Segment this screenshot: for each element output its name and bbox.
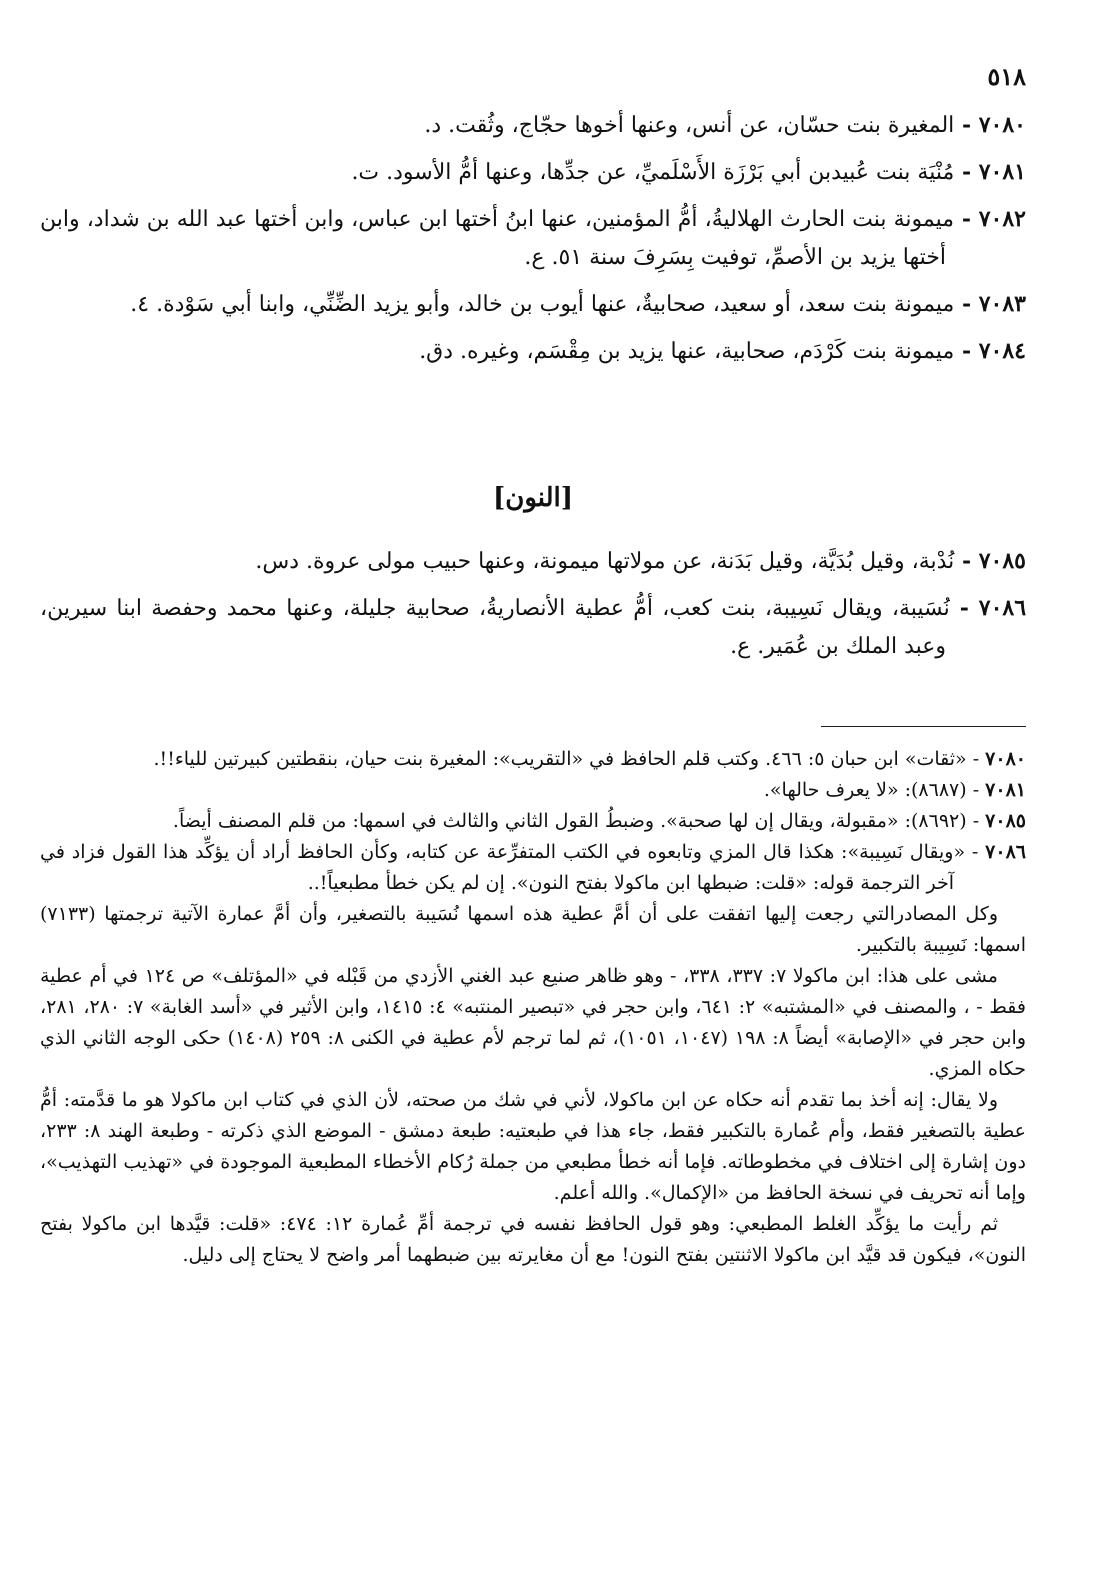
footnote-text: «ويقال نَسِيبة»: هكذا قال المزي وتابعوه في الكتب المتفرِّعة عن كتابه، وكأن الحافظ أراد أن يؤكِّد هذا القول فزاد في آخر الترجمة قوله: «قلت: ضبطها ابن ماكولا بفتح النون». إن لم يكن خطأ مطبعياً!.. [40, 841, 966, 894]
entry-number: ٧٠٨٦ [978, 595, 1027, 621]
footnote-number: ٧٠٨٦ [985, 841, 1026, 863]
footnote-number: ٧٠٨٥ [985, 810, 1026, 832]
entry-7083: ٧٠٨٣ - ميمونة بنت سعد، أو سعيد، صحابيةٌ، عنها أيوب بن خالد، وأبو يزيد الضِّنِّي، وابنا أبي سَوْدة. ٤. [130, 291, 1026, 317]
entry-7084: ٧٠٨٤ - ميمونة بنت كَرْدَم، صحابية، عنها يزيد بن مِقْسَم، وغيره. دق. [419, 338, 1026, 364]
entry-text: ميمونة بنت الحارث الهلاليةُ، أمُّ المؤمنين، عنها ابنُ أختها ابن عباس، وابن أختها عبد الله بن شداد، وابن أختها يزيد بن الأصمِّ، توفيت بِسَرِفَ سنة ٥١. ع. [40, 207, 955, 270]
entry-text: المغيرة بنت حسّان، عن أنس، وعنها أخوها حجّاج، وثُقت. د. [424, 113, 955, 138]
entry-text: ميمونة بنت كَرْدَم، صحابية، عنها يزيد بن مِقْسَم، وغيره. دق. [419, 339, 955, 364]
entry-number: ٧٠٨٣ [978, 291, 1026, 317]
footnote-paragraph: وكل المصادرالتي رجعت إليها اتفقت على أن أمَّ عطية هذه اسمها نُسَيبة بالتصغير، وأن أمَّ عمارة الآتية ترجمتها (٧١٣٣) اسمها: نَسِيبة بالتكبير. [40, 903, 1026, 956]
entry-number: ٧٠٨٥ [978, 548, 1026, 574]
footnote-paragraph: ثم رأيت ما يؤكِّد الغلط المطبعي: وهو قول الحافظ نفسه في ترجمة أمِّ عُمارة ١٢: ٤٧٤: «قلت: قيَّدها ابن ماكولا بفتح النون»، فيكون قد قيَّد ابن ماكولا الاثنتين بفتح النون! مع أن مغايرته بين ضبطهما أمر واضح لا يحتاج إلى دليل. [40, 1213, 1026, 1266]
footnote-7081: ٧٠٨١ - (٨٦٨٧): «لا يعرف حالها». [763, 779, 1026, 801]
footnote-number: ٧٠٨٠ [985, 748, 1026, 770]
entry-number: ٧٠٨٤ [978, 338, 1026, 364]
footnote-7086: ٧٠٨٦ - «ويقال نَسِيبة»: هكذا قال المزي وتابعوه في الكتب المتفرِّعة عن كتابه، وكأن الحافظ أراد أن يؤكِّد هذا القول فزاد في آخر الترجمة قوله: «قلت: ضبطها ابن ماكولا بفتح النون». إن لم يكن خطأ مطبعياً!.. [40, 841, 1026, 894]
footnote-text: «ثقات» ابن حبان ٥: ٤٦٦. وكتب قلم الحافظ في «التقريب»: المغيرة بنت حيان، بنقطتين كبيرتين للياء!!. [153, 748, 967, 770]
entry-7085: ٧٠٨٥ - نُدْبة، وقيل بُدَيَّة، وقيل بَدَنة، عن مولاتها ميمونة، وعنها حبيب مولى عروة. دس. [255, 548, 1026, 574]
entry-number: ٧٠٨١ [978, 159, 1026, 185]
entry-text: نُدْبة، وقيل بُدَيَّة، وقيل بَدَنة، عن مولاتها ميمونة، وعنها حبيب مولى عروة. دس. [255, 549, 955, 574]
footnotes [40, 744, 1026, 1271]
page-number: ٥١٨ [987, 62, 1026, 91]
footnote-7085: ٧٠٨٥ - (٨٦٩٢): «مقبولة، ويقال إن لها صحبة». وضبطُ القول الثاني والثالث في اسمها: من قلم المصنف أيضاً. [172, 810, 1026, 832]
entry-7086: ٧٠٨٦ - نُسَيبة، ويقال نَسِيبة، بنت كعب، أمُّ عطية الأنصاريةُ، صحابية جليلة، وعنها محمد وحفصة ابنا سيرين، وعبد الملك بن عُمَير. ع. [40, 595, 1027, 659]
entry-text: نُسَيبة، ويقال نَسِيبة، بنت كعب، أمُّ عطية الأنصاريةُ، صحابية جليلة، وعنها محمد وحفصة ابنا سيرين، وعبد الملك بن عُمَير. ع. [40, 596, 950, 659]
entry-text: مُنْيَة بنت عُبيدبن أبي بَرْزَة الأَسْلَميِّ، عن جدِّها، وعنها أمُّ الأسود. ت. [351, 160, 955, 185]
footnote-text: (٨٦٩٢): «مقبولة، ويقال إن لها صحبة». وضبطُ القول الثاني والثالث في اسمها: من قلم المصنف أيضاً. [172, 810, 967, 832]
footnote-paragraph: مشى على هذا: ابن ماكولا ٧: ٣٣٧، ٣٣٨، - وهو ظاهر صنيع عبد الغني الأزدي من قَبْله في «المؤتلف» ص ١٢٤ في أم عطية فقط - ، والمصنف في «المشتبه» ٢: ٦٤١، وابن حجر في «تبصير المنتبه» ٤: ١٤١٥، وابن الأثير في «أسد الغابة» ٧: ٢٨٠، ٢٨١، وابن حجر في «الإصابة» أيضاً ٨: ١٩٨ (١٠٤٧، ١٠٥١)، ثم لما ترجم لأم عطية في الكنى ٨: ٢٥٩ (١٤٠٨) حكى الوجه الثاني الذي حكاه المزي. [40, 965, 1027, 1080]
entry-7082: ٧٠٨٢ - ميمونة بنت الحارث الهلاليةُ، أمُّ المؤمنين، عنها ابنُ أختها ابن عباس، وابن أختها عبد الله بن شداد، وابن أختها يزيد بن الأصمِّ، توفيت بِسَرِفَ سنة ٥١. ع. [40, 206, 1026, 270]
footnote-paragraph: ولا يقال: إنه أخذ بما تقدم أنه حكاه عن ابن ماكولا، لأني في شك من صحته، لأن الذي في كتاب ابن ماكولا هو ما قدَّمته: أمُّ عطية بالتصغير فقط، وأم عُمارة بالتكبير فقط، جاء هذا في طبعتيه: طبعة دمشق - الموضع الذي ذكرته - وطبعة الهند ٨: ٢٣٣، دون إشارة إلى اختلاف في مخطوطاته. فإما أنه خطأ مطبعي من جملة رُكام الأخطاء المطبعية الموجودة في «تهذيب التهذيب»، وإما أنه تحريف في نسخة الحافظ من «الإكمال». والله أعلم. [40, 1089, 1026, 1204]
page [40, 0, 1026, 1575]
entries-list-nun [40, 542, 1026, 674]
section-title: [النون] [492, 483, 574, 513]
entry-7080: ٧٠٨٠ - المغيرة بنت حسّان، عن أنس، وعنها أخوها حجّاج، وثُقت. د. [424, 112, 1026, 138]
footnote-divider [821, 726, 1026, 727]
entry-number: ٧٠٨٢ [978, 206, 1026, 232]
entry-text: ميمونة بنت سعد، أو سعيد، صحابيةٌ، عنها أيوب بن خالد، وأبو يزيد الضِّنِّي، وابنا أبي سَوْدة. ٤. [130, 292, 955, 317]
entries-list [40, 106, 1026, 379]
footnote-text: (٨٦٨٧): «لا يعرف حالها». [763, 779, 967, 801]
footnote-7080: ٧٠٨٠ - «ثقات» ابن حبان ٥: ٤٦٦. وكتب قلم الحافظ في «التقريب»: المغيرة بنت حيان، بنقطتين كبيرتين للياء!!. [153, 748, 1026, 770]
entry-number: ٧٠٨٠ [978, 112, 1026, 138]
footnote-number: ٧٠٨١ [985, 779, 1026, 801]
entry-7081: ٧٠٨١ - مُنْيَة بنت عُبيدبن أبي بَرْزَة الأَسْلَميِّ، عن جدِّها، وعنها أمُّ الأسود. ت. [351, 159, 1026, 185]
